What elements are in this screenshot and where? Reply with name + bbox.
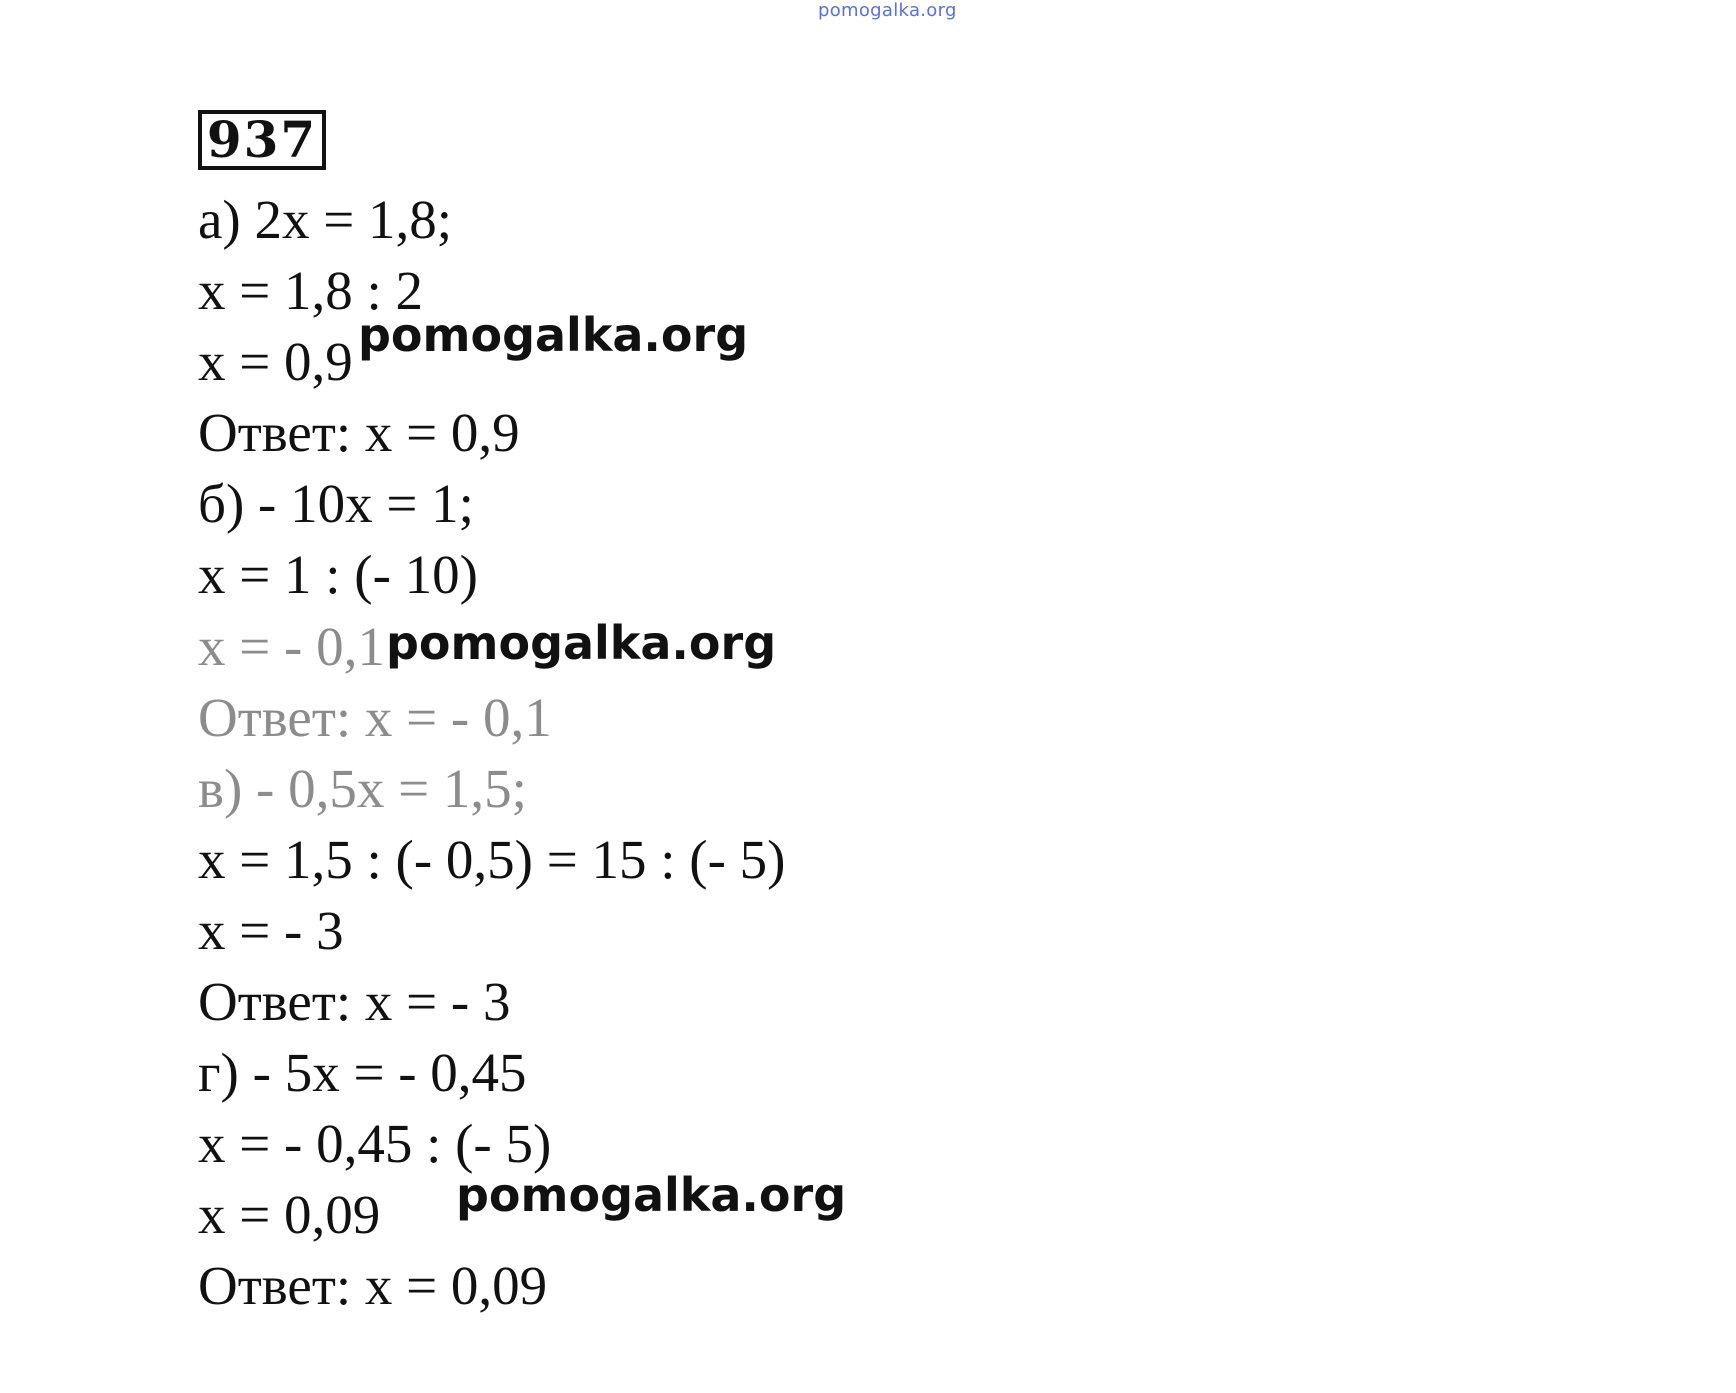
problem-number: 937 [206, 110, 318, 169]
header-site-link[interactable]: pomogalka.org [818, 0, 957, 21]
problem-number-box [198, 110, 326, 170]
solution-line-c-answer: Ответ: x = - 3 [198, 971, 511, 1033]
solution-line-c-equation: в) - 0,5x = 1,5; [198, 757, 527, 819]
watermark-text: pomogalka.org [456, 1168, 847, 1222]
solution-line-d-equation: г) - 5x = - 0,45 [198, 1042, 527, 1104]
solution-line-b-step: x = 1 : (- 10) [198, 544, 478, 606]
watermark-text: pomogalka.org [358, 308, 749, 362]
solution-line-b-equation: б) - 10x = 1; [198, 473, 474, 535]
solution-line-a-step: x = 1,8 : 2 [198, 260, 424, 322]
solution-line-b-result: x = - 0,1 [198, 615, 385, 677]
solution-line-c-result: x = - 3 [198, 899, 344, 961]
solution-line-c-step: x = 1,5 : (- 0,5) = 15 : (- 5) [198, 828, 786, 890]
solution-line-a-equation: а) 2x = 1,8; [198, 189, 453, 250]
solution-line-d-answer: Ответ: x = 0,09 [198, 1255, 548, 1317]
solution-line-a-answer: Ответ: x = 0,9 [198, 402, 520, 464]
solution-line-a-result: x = 0,9 [198, 331, 353, 393]
solution-line-d-result: x = 0,09 [198, 1184, 381, 1246]
solution-line-d-step: x = - 0,45 : (- 5) [198, 1113, 552, 1175]
watermark-text: pomogalka.org [386, 616, 777, 670]
solution-line-b-answer: Ответ: x = - 0,1 [198, 686, 552, 748]
